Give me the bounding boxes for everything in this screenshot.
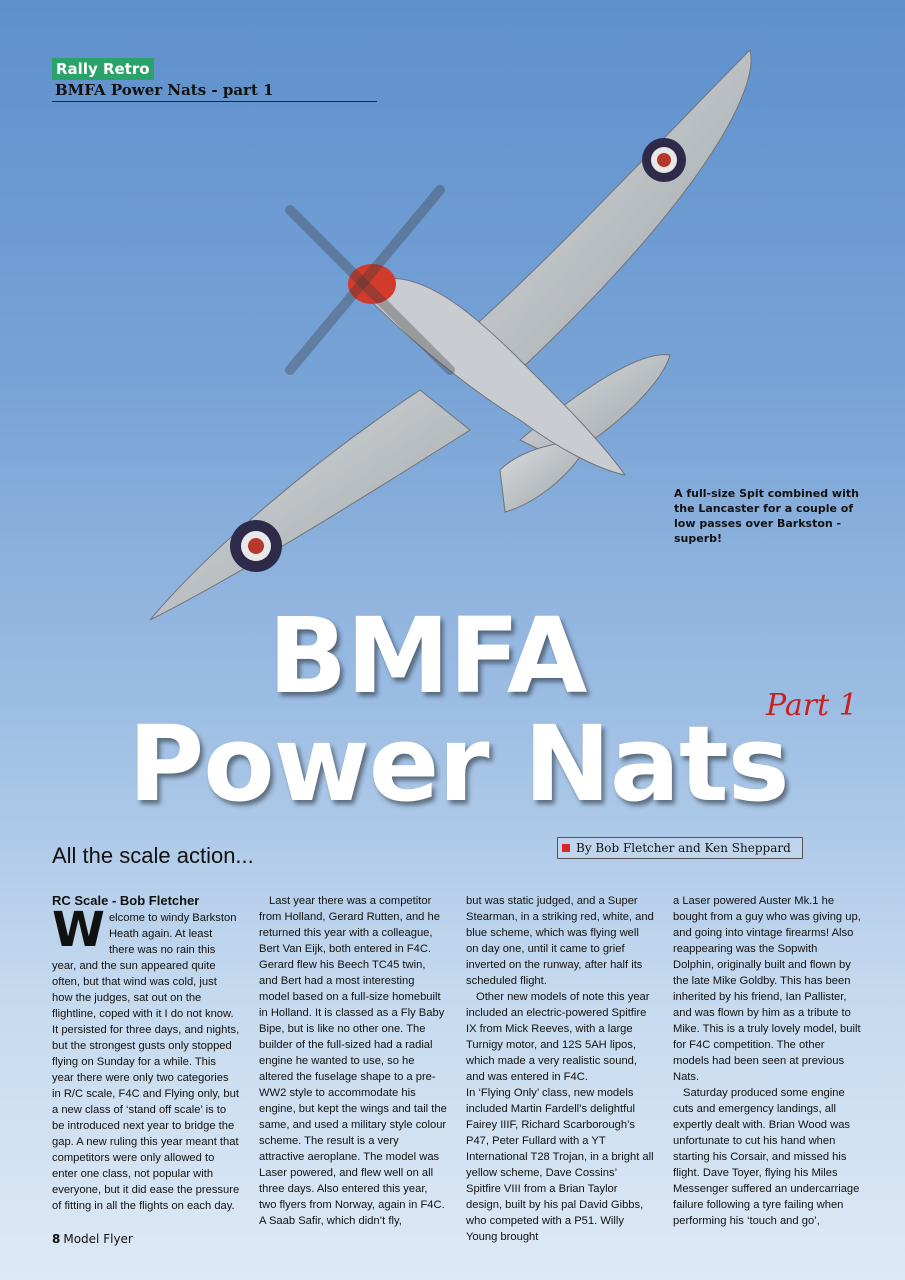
- paragraph: Last year there was a competitor from Holland, Gerard Rutten, and he returned this year with a colleague, Bert Van Eijk, both entered in F4C. Gerard flew his Beech TC45 twin, and Bert had a most interesting model based on a full-size homebuilt in Holland. It is classed as a Fly Baby Bipe, but is like no other one. The builder of the full-sized had a radial engine he wanted to use, so he altered the fuselage shape to a pre-WW2 style to accommodate his engine, but kept the wings and tail the same, and used a military style colour scheme. The result is a very attractive aeroplane. The model was Laser powered, and flew well on all three days. Also entered this year, two flyers from Norway, again in F4C. A Saab Safir, which didn’t fly,: [259, 895, 447, 1227]
- paragraph: In ‘Flying Only’ class, new models included Martin Fardell’s delightful Fairey IIIF, Richard Scarborough’s P47, Peter Fullard with a YT International T28 Trojan, in a bright all yellow scheme, Dave Cossins’ Spitfire VIII from a Brian Taylor design, built by his pal David Gibbs, who competed with a P51. Willy Young brought: [466, 1087, 654, 1243]
- column-3: [466, 893, 654, 1245]
- paragraph: a Laser powered Auster Mk.1 he bought from a guy who was giving up, and going into vintage firearms! Also reappearing was the Sopwith Dolphin, originally built and flown by the late Mike Goldby. This has been inherited by his friend, Ian Pallister, and was flown by him as a tribute to Mike. This is a truly lovely model, built for F4C competition. The other models had been seen at previous Nats.: [673, 895, 861, 1083]
- paragraph: but was static judged, and a Super Stearman, in a striking red, white, and blue scheme, which was flying well on day one, until it came to grief inverted on the runway, after half its scheduled flight.: [466, 895, 654, 987]
- dropcap: W: [52, 902, 105, 958]
- section-heading: RC Scale - Bob Fletcher: [52, 893, 200, 908]
- paragraph: Welcome to windy Barkston Heath again. At least there was no rain this year, and the sun appeared quite often, but that wind was cold, just how the judges, sat out on the flightline, coped with it I do not know. It persisted for three days, and nights, but the strongest gusts only stopped flying on Sunday for a while. This year there were only two categories in R/C scale, F4C and Flying only, but a new class of ‘stand off scale’ is to be introduced next year to bridge the gap. A new ruling this year meant that competitors were only allowed to enter one class, not popular with everyone, but it did ease the pressure of fitting in all the flights on each day.: [52, 902, 240, 1212]
- magazine-name: Model Flyer: [63, 1232, 133, 1246]
- header-title: BMFA Power Nats - part 1: [55, 81, 274, 99]
- paragraph: Other new models of note this year included an electric-powered Spitfire IX from Mick Reeves, with a large Turnigy motor, and 12S 5AH lipos, which made a very realistic sound, and was entered in F4C.: [466, 991, 650, 1083]
- column-2: [259, 893, 447, 1245]
- headline-part: Part 1: [766, 688, 858, 723]
- section-tag: Rally Retro: [52, 58, 154, 80]
- red-square-icon: [562, 844, 570, 852]
- article-body: [52, 893, 862, 1245]
- headline-line2: Power Nats: [128, 703, 789, 825]
- subtitle: All the scale action...: [52, 843, 254, 868]
- page-number: 8: [52, 1232, 61, 1246]
- photo-caption: A full-size Spit combined with the Lancaster for a couple of low passes over Barkston - superb!: [674, 487, 859, 545]
- column-1: [52, 893, 240, 1245]
- column-4: [673, 893, 861, 1245]
- paragraph: Saturday produced some engine cuts and emergency landings, all expertly dealt with. Brian Wood was unfortunate to cut his hand when starting his Corsair, and missed his flight. Dave Toyer, flying his Miles Messenger suffered an undercarriage failure following a tyre failing when performing his ‘touch and go’,: [673, 1087, 860, 1227]
- byline-text: By Bob Fletcher and Ken Sheppard: [576, 841, 791, 855]
- byline: [557, 837, 803, 859]
- headline-line1: BMFA: [268, 595, 587, 717]
- page-footer: [52, 1232, 133, 1246]
